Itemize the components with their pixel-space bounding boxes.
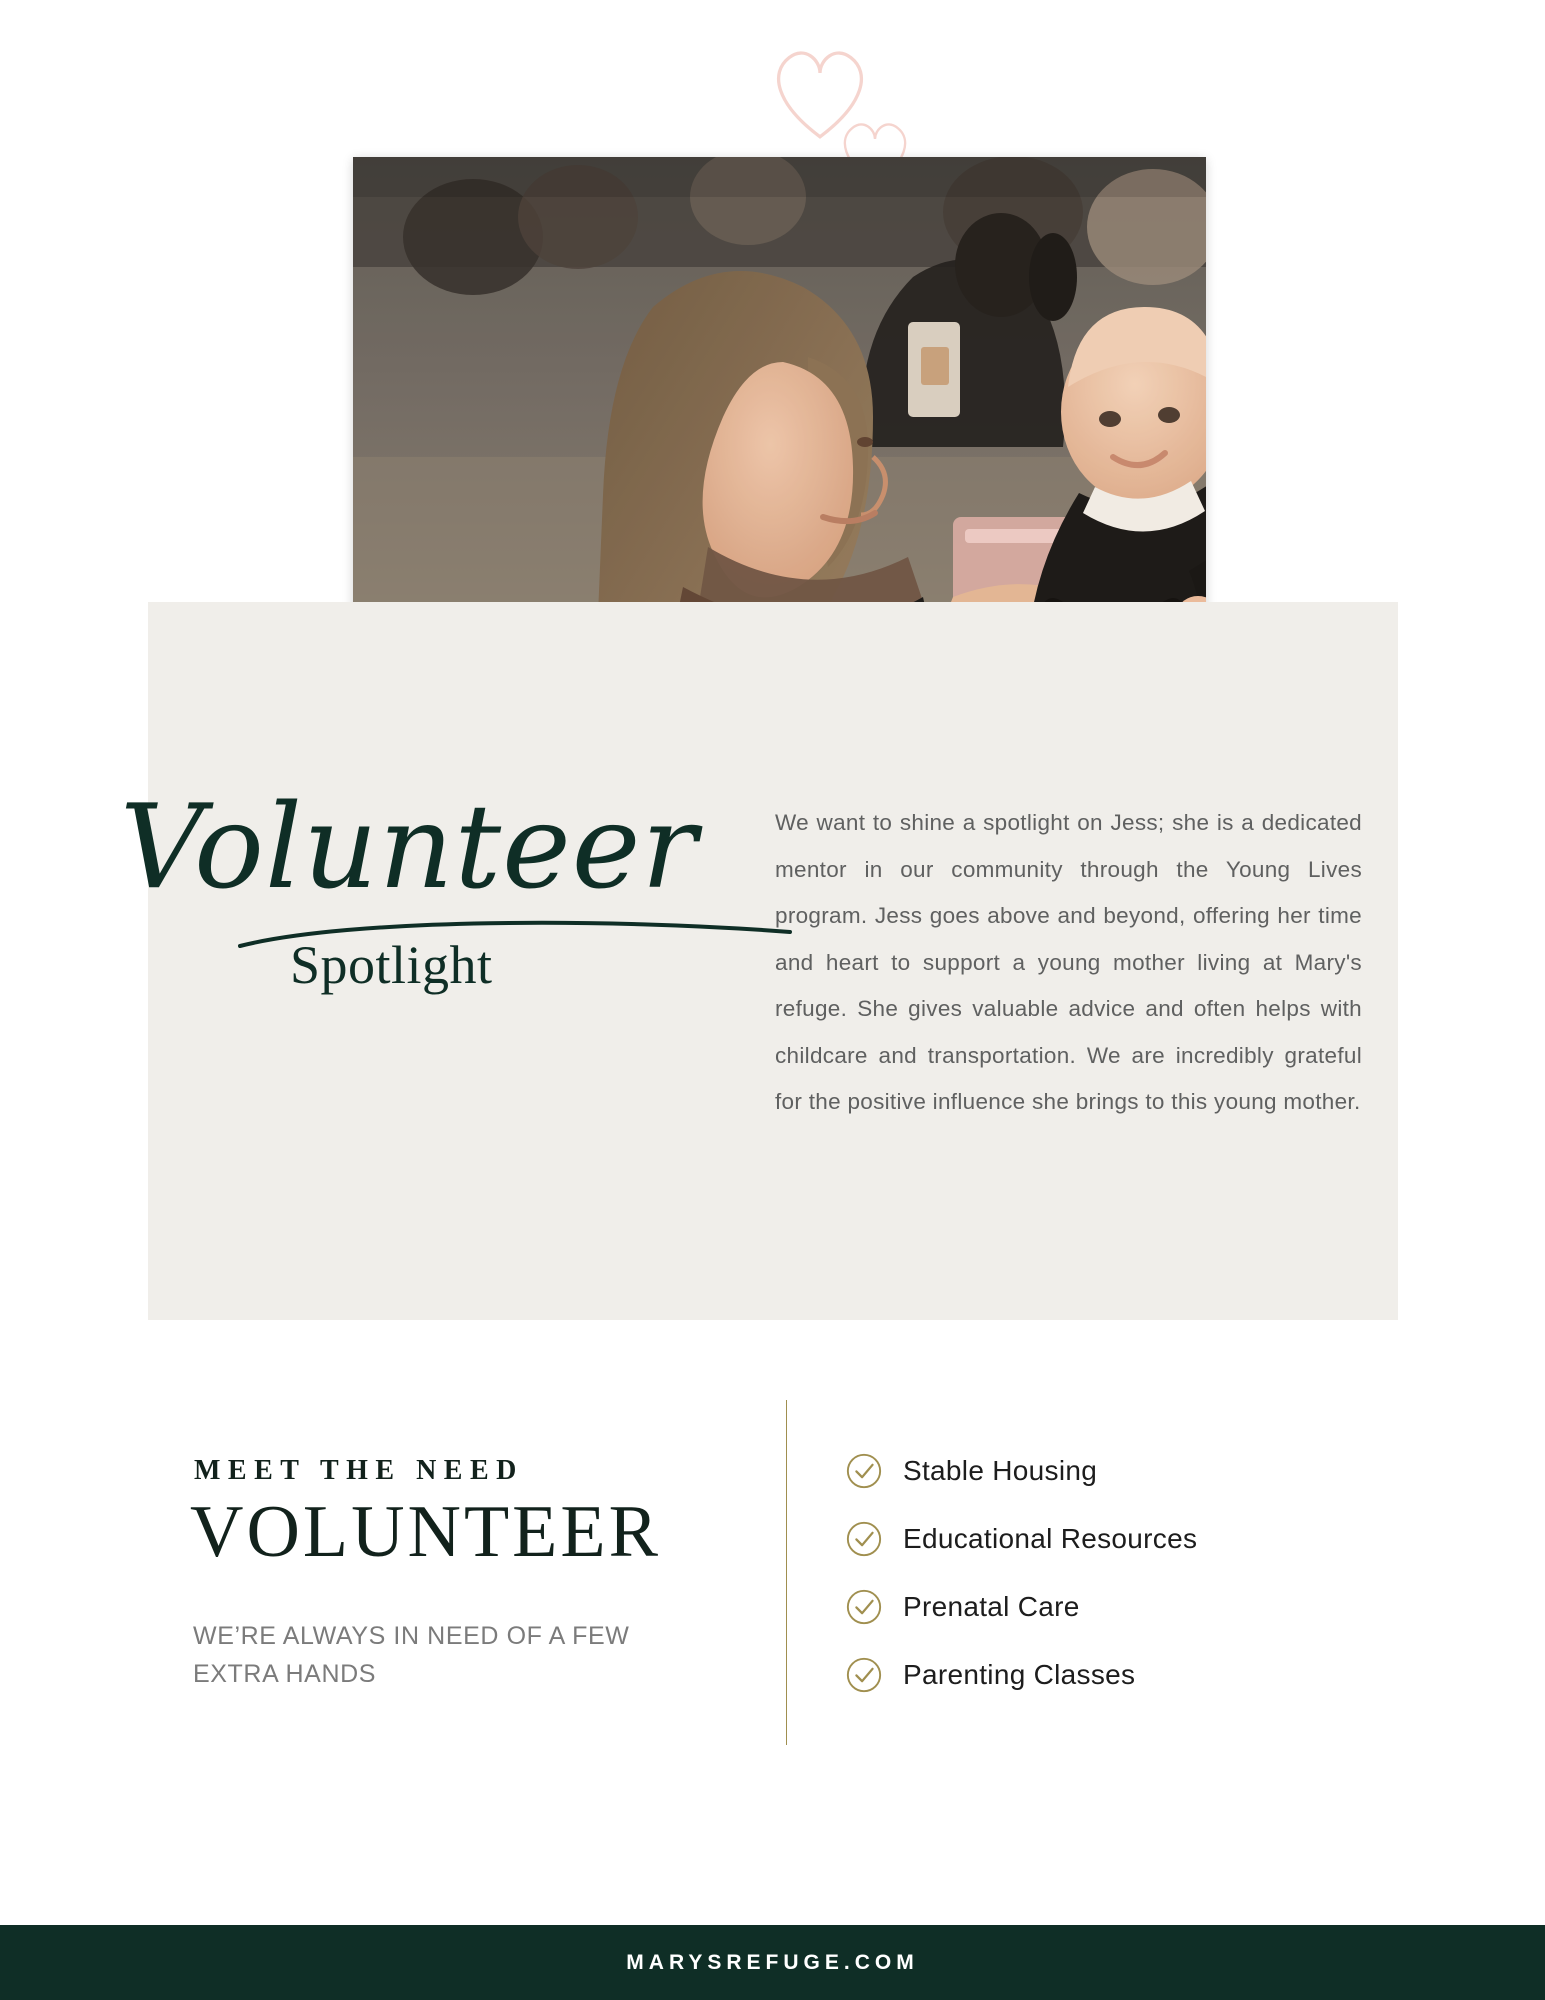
footer-bar (0, 1925, 1545, 2000)
need-kicker: MEET THE NEED (194, 1455, 524, 1486)
list-item (845, 1588, 1197, 1626)
check-circle-icon (845, 1520, 883, 1558)
need-subtitle: WE’RE ALWAYS IN NEED OF A FEW EXTRA HANDS (193, 1621, 630, 1688)
check-circle-icon (845, 1656, 883, 1694)
list-item (845, 1656, 1197, 1694)
check-circle-icon (845, 1588, 883, 1626)
vertical-divider (786, 1400, 787, 1745)
spotlight-heading (110, 780, 730, 1040)
need-item-label: Educational Resources (903, 1523, 1198, 1554)
list-item (845, 1520, 1197, 1558)
spotlight-subtitle: Spotlight (290, 935, 493, 995)
need-item-label: Prenatal Care (903, 1591, 1080, 1622)
need-title: VOLUNTEER (190, 1491, 661, 1573)
need-item-label: Parenting Classes (903, 1659, 1136, 1690)
meet-the-need-block (190, 1455, 750, 1693)
spotlight-script-title: Volunteer (120, 780, 698, 915)
check-circle-icon (845, 1452, 883, 1490)
list-item (845, 1452, 1197, 1490)
footer-website-url[interactable]: MARYSREFUGE.COM (626, 1950, 919, 1974)
heart-outline-icon (765, 40, 875, 150)
needs-list (845, 1452, 1197, 1724)
need-item-label: Stable Housing (903, 1455, 1098, 1486)
spotlight-body-text: We want to shine a spotlight on Jess; she is a dedicated mentor in our community through the Young Lives program. Jess goes above and beyond, offering her time and heart to support a young mother living at Mary's refuge. She gives valuable advice and often helps with childcare and transportation. We are incredibly grateful for the positive influence she brings to this young mother. (775, 810, 1362, 1114)
